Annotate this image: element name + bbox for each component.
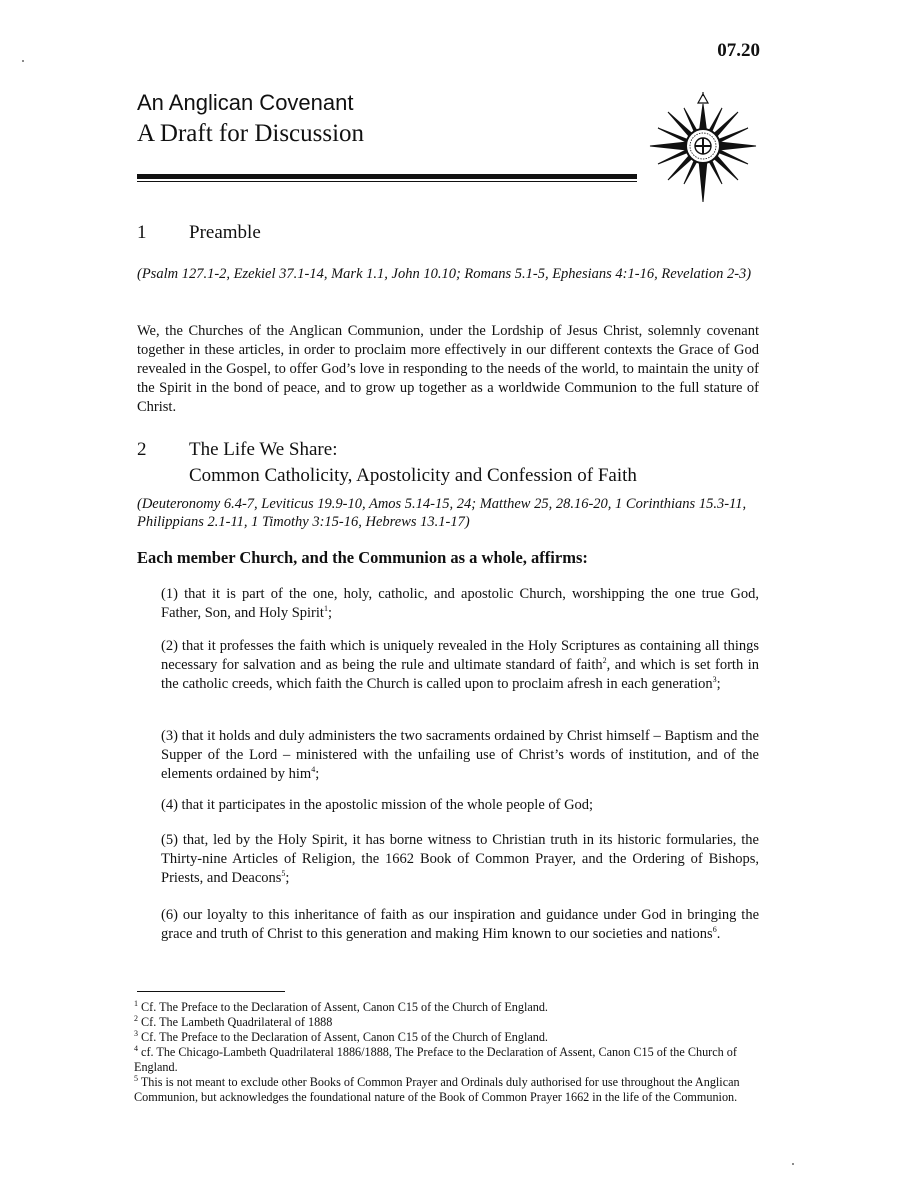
section-2-title-line1: The Life We Share: bbox=[189, 439, 338, 460]
section-2-lead: Each member Church, and the Communion as a whole, affirms: bbox=[137, 548, 588, 567]
footnote-ref-5[interactable]: 5 bbox=[281, 869, 286, 879]
document-subtitle: A Draft for Discussion bbox=[137, 120, 365, 147]
section-1-references: (Psalm 127.1-2, Ezekiel 37.1-14, Mark 1.1, John 10.10; Romans 5.1-5, Ephesians 4:1-16, Revelation 2-3) bbox=[137, 266, 752, 282]
section-1-heading bbox=[137, 222, 737, 248]
section-2-references: (Deuteronomy 6.4-7, Leviticus 19.9-10, Amos 5.14-15, 24; Matthew 25, 28.16-20, 1 Corinthians 15.3-11, Philippians 2.1-11, 1 Timothy 3:15-16, Hebrews 13.1-17) bbox=[137, 496, 747, 530]
scan-speck bbox=[22, 60, 24, 62]
footnote-ref-3[interactable]: 3 bbox=[712, 675, 717, 685]
document-title: An Anglican Covenant bbox=[137, 90, 354, 115]
footnotes bbox=[134, 1000, 764, 1105]
section-1-number: 1 bbox=[137, 222, 147, 243]
affirmation-item-1: (1) that it is part of the one, holy, catholic, and apostolic Church, worshipping the one true God, Father, Son, and Holy Spirit$^1$; bbox=[161, 586, 759, 621]
document-number: 07.20 bbox=[717, 40, 760, 61]
footnote-ref-2[interactable]: 2 bbox=[602, 656, 607, 666]
affirmation-item-6: (6) our loyalty to this inheritance of faith as our inspiration and guidance under God in bringing the grace and truth of Christ to this generation and making Him known to our societies and nations$^6$. bbox=[161, 907, 759, 942]
section-2-number: 2 bbox=[137, 439, 147, 460]
footnote-4: $^4$ cf. The Chicago-Lambeth Quadrilateral 1886/1888, The Preface to the Declaration of Assent, Canon C15 of the Church of England. bbox=[134, 1043, 737, 1074]
footnote-ref-1[interactable]: 1 bbox=[323, 604, 328, 614]
compass-rose-logo bbox=[648, 90, 758, 202]
footnote-ref-4[interactable]: 4 bbox=[311, 765, 316, 775]
title-rule-thick bbox=[137, 174, 637, 179]
affirmation-item-2: (2) that it professes the faith which is uniquely revealed in the Holy Scriptures as containing all things necessary for salvation and as being the rule and ultimate standard of faith$^2$, and which is set forth in the catholic creeds, which faith the Church is called upon to proclaim afresh in each generation$^3$; bbox=[161, 638, 759, 692]
footnote-2: $^2$ Cf. The Lambeth Quadrilateral of 1888 bbox=[134, 1013, 333, 1029]
affirmation-item-5: (5) that, led by the Holy Spirit, it has borne witness to Christian truth in its historic formularies, the Thirty-nine Articles of Religion, the 1662 Book of Common Prayer, and the Ordering of Bishops, Priests, and Deacons$^5$; bbox=[161, 832, 759, 886]
affirmation-item-4: (4) that it participates in the apostolic mission of the whole people of God; bbox=[161, 797, 594, 813]
section-1-title: Preamble bbox=[189, 222, 261, 243]
section-1-body: We, the Churches of the Anglican Communion, under the Lordship of Jesus Christ, solemnly covenant together in these articles, in order to proclaim more effectively in our different contexts the Grace of God revealed in the Gospel, to offer God’s love in responding to the needs of the world, to maintain the unity of the Spirit in the bond of peace, and to grow up together as a worldwide Communion to the full stature of Christ. bbox=[137, 323, 759, 415]
footnote-5: $^5$ This is not meant to exclude other Books of Common Prayer and Ordinals duly authorised for use throughout the Anglican Communion, but acknowledges the foundational nature of the Book of Common Prayer 1662 in the life of the Communion. bbox=[134, 1073, 740, 1104]
footnote-ref-6[interactable]: 6 bbox=[712, 925, 717, 935]
section-2-title-line2: Common Catholicity, Apostolicity and Confession of Faith bbox=[189, 465, 637, 486]
footnote-1: $^1$ Cf. The Preface to the Declaration of Assent, Canon C15 of the Church of England. bbox=[134, 998, 548, 1014]
section-2-heading bbox=[137, 439, 757, 465]
affirmation-item-3: (3) that it holds and duly administers the two sacraments ordained by Christ himself – Baptism and the Supper of the Lord – ministered with the unfailing use of Christ’s words of institution, and of the elements ordained by him$^4$; bbox=[161, 728, 759, 782]
scan-speck bbox=[792, 1163, 794, 1165]
footnote-3: $^3$ Cf. The Preface to the Declaration of Assent, Canon C15 of the Church of England. bbox=[134, 1028, 548, 1044]
title-rule-thin bbox=[137, 181, 637, 182]
footnote-separator bbox=[137, 991, 285, 992]
